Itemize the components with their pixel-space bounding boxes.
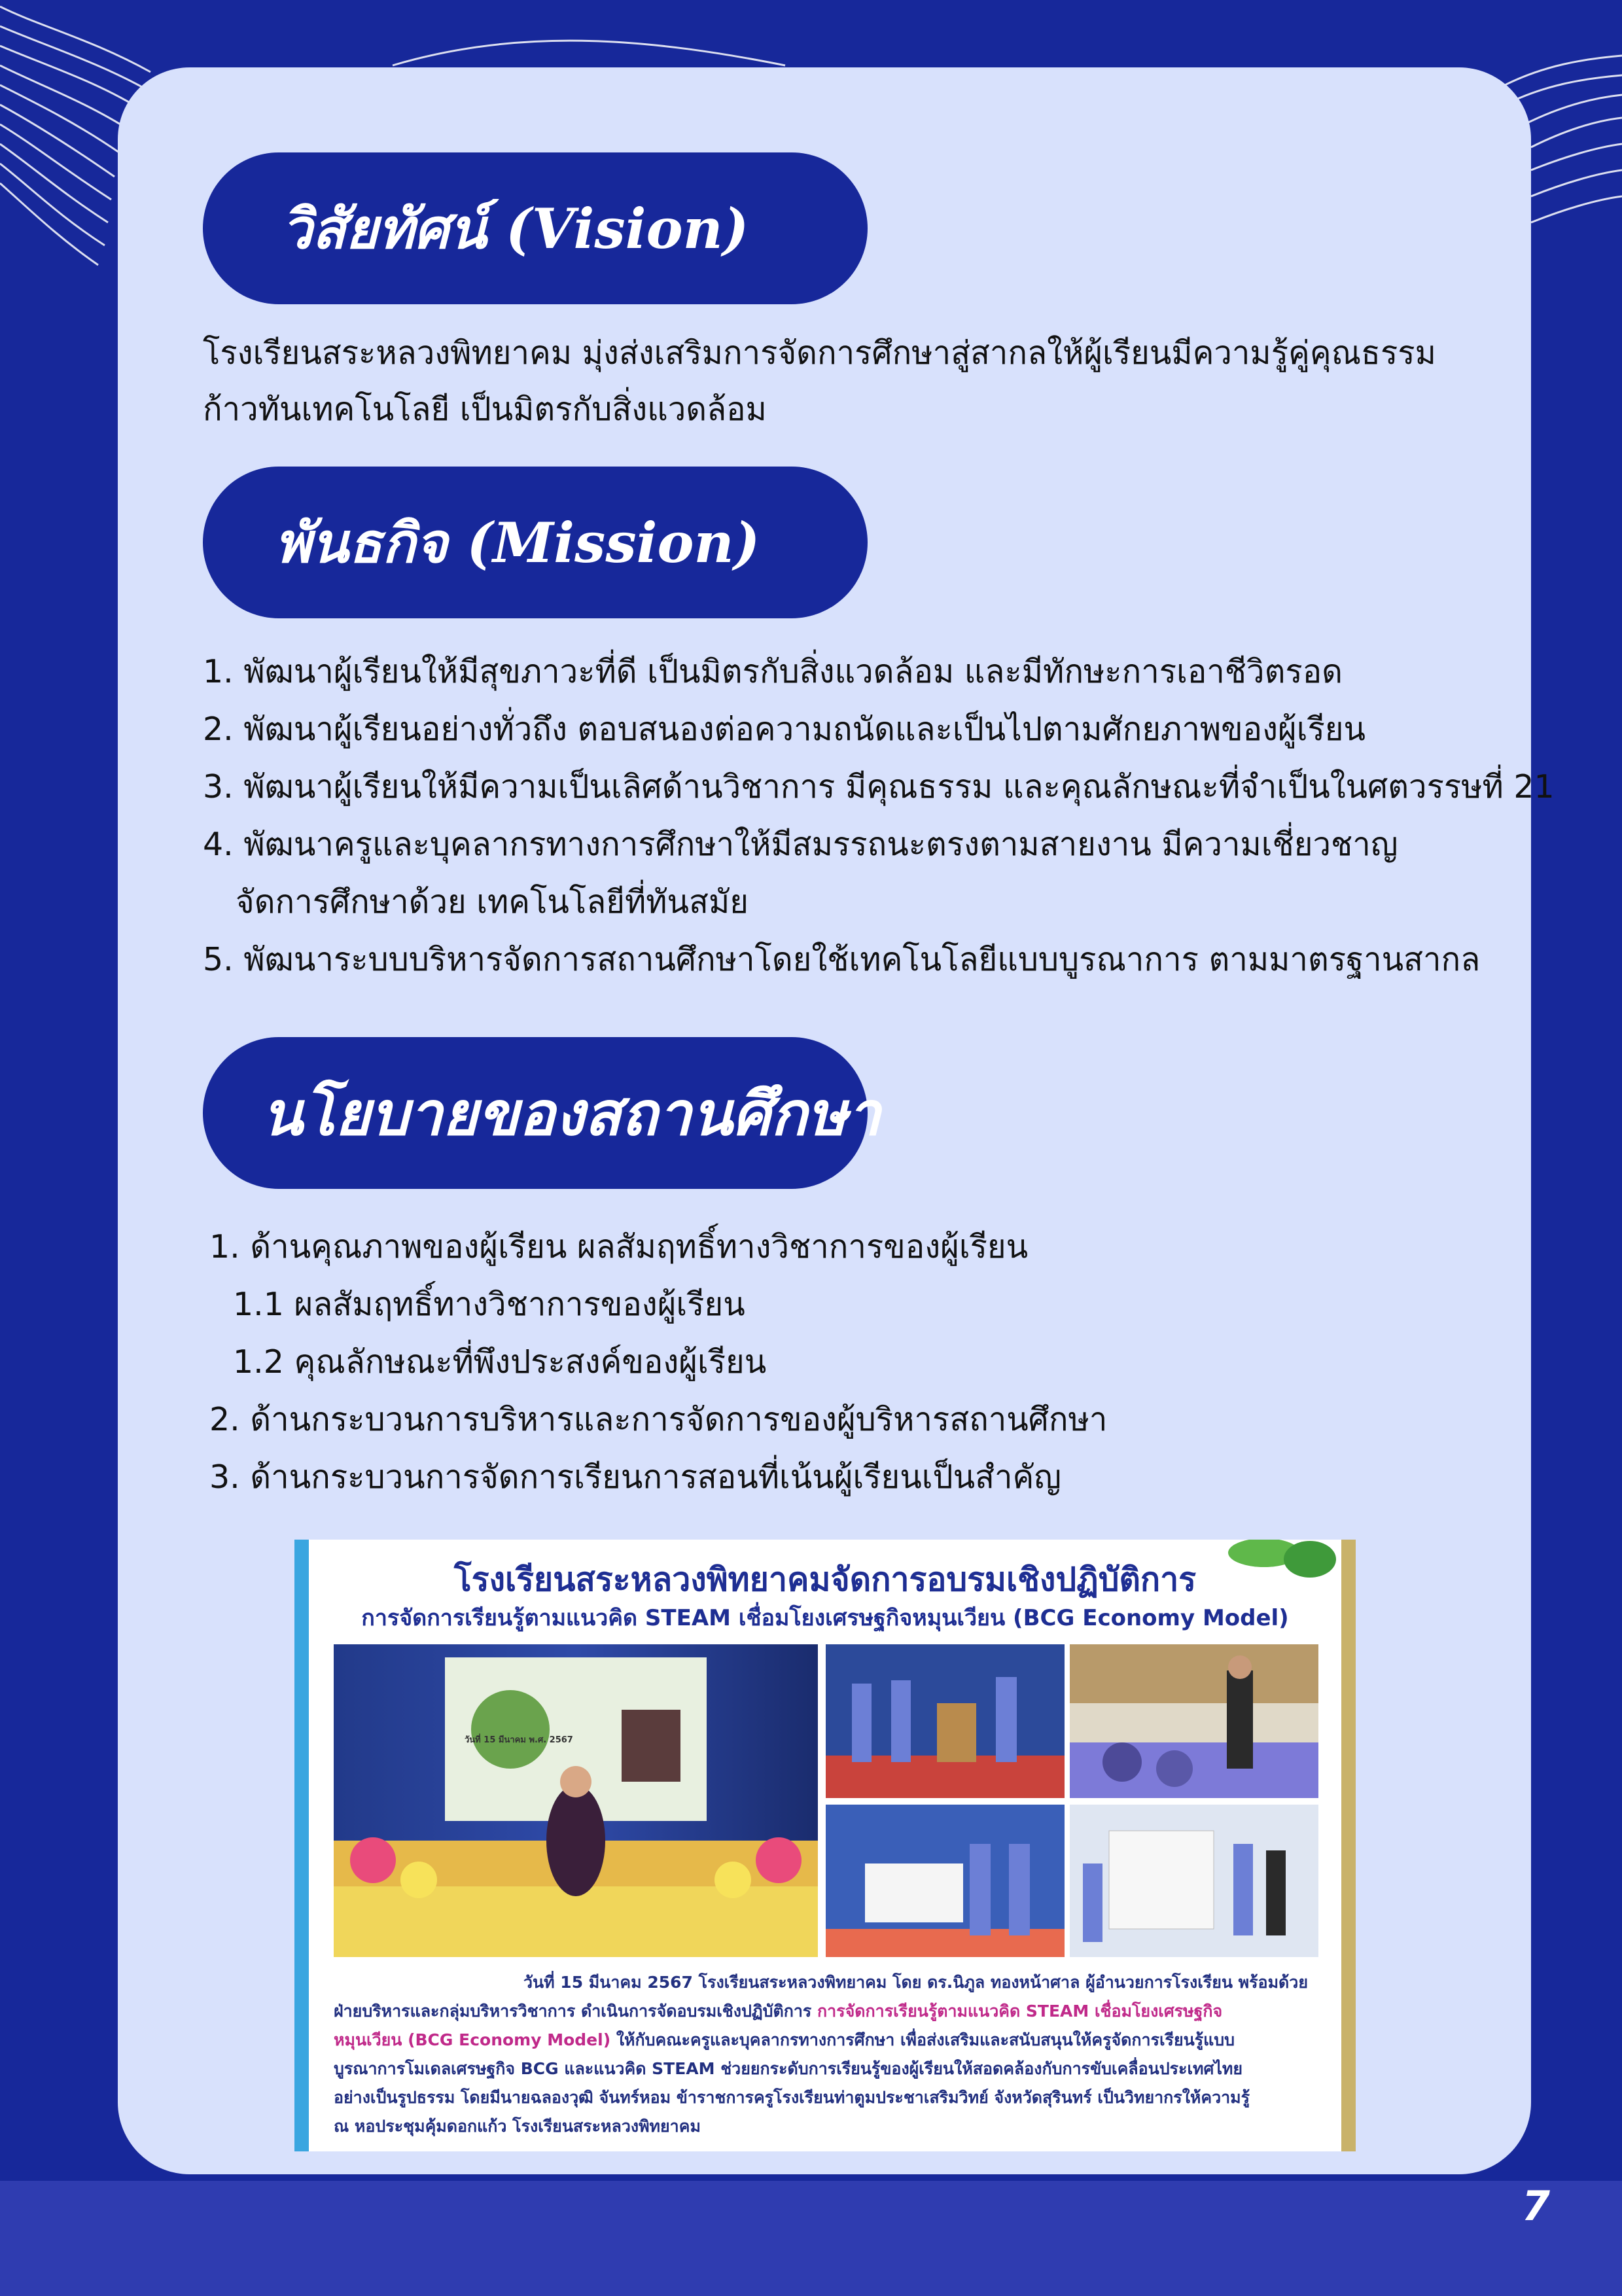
slide-date-text: วันที่ 15 มีนาคม พ.ศ. 2567 — [465, 1735, 573, 1745]
policy-item: 1.2 คุณลักษณะที่พึงประสงค์ของผู้เรียน — [233, 1343, 767, 1381]
policy-heading-pill — [203, 1037, 881, 1189]
mission-heading-pill — [203, 467, 868, 618]
caption-line: อย่างเป็นรูปธรรม โดยมีนายฉลองวุฒิ จันทร์หอม ข้าราชการครูโรงเรียนท่าตูมประชาเสริมวิทย์ จังหวัดสุรินทร์ เป็นวิทยากรให้ความรู้ — [334, 2088, 1250, 2107]
caption-highlight: หมุนเวียน (BCG Economy Model) — [334, 2030, 611, 2049]
policy-item: 1. ด้านคุณภาพของผู้เรียน ผลสัมฤทธิ์ทางวิชาการของผู้เรียน — [209, 1228, 1029, 1265]
photo-poster-presentation — [826, 1805, 1065, 1957]
news-caption — [334, 1968, 1315, 2141]
photo-group-standing — [826, 1644, 1065, 1798]
vision-line: โรงเรียนสระหลวงพิทยาคม มุ่งส่งเสริมการจัดการศึกษาสู่สากลให้ผู้เรียนมีความรู้คู่คุณธรรม — [203, 334, 1436, 372]
policy-item: 2. ด้านกระบวนการบริหารและการจัดการของผู้บริหารสถานศึกษา — [209, 1401, 1108, 1438]
caption-highlight: การจัดการเรียนรู้ตามแนวคิด STEAM เชื่อมโยงเศรษฐกิจ — [817, 2002, 1223, 2021]
photo-main-stage — [334, 1644, 818, 1957]
policy-heading: นโยบายของสถานศึกษา — [262, 1078, 881, 1149]
caption-text: ฝ่ายบริหารและกลุ่มบริหารวิชาการ ดำเนินการจัดอบรมเชิงปฏิบัติการ — [334, 2002, 818, 2021]
caption-line — [334, 1997, 1315, 2026]
mission-item: 3. พัฒนาผู้เรียนให้มีความเป็นเลิศด้านวิชาการ มีคุณธรรม และคุณลักษณะที่จำเป็นในศตวรรษที่ 21 — [203, 768, 1555, 805]
news-subtitle: การจัดการเรียนรู้ตามแนวคิด STEAM เชื่อมโยงเศรษฐกิจหมุนเวียน (BCG Economy Model) — [361, 1605, 1289, 1631]
mission-list — [203, 643, 1555, 989]
mission-item: 4. พัฒนาครูและบุคลากรทางการศึกษาให้มีสมรรถนะตรงตามสายงาน มีความเชี่ยวชาญ — [203, 826, 1398, 863]
caption-line: วันที่ 15 มีนาคม 2567 โรงเรียนสระหลวงพิทยาคม โดย ดร.นิภูล ทองหน้าศาล ผู้อำนวยการโรงเรียน พร้อมด้วย — [523, 1973, 1308, 1992]
caption-text: ให้กับคณะครูและบุคลากรทางการศึกษา เพื่อส่งเสริมและสนับสนุนให้ครูจัดการเรียนรู้แบบ — [610, 2030, 1235, 2049]
policy-item: 1.1 ผลสัมฤทธิ์ทางวิชาการของผู้เรียน — [233, 1286, 745, 1323]
photo-whiteboard-group — [1070, 1805, 1318, 1957]
vision-text — [203, 325, 1436, 438]
vision-heading-pill — [203, 152, 868, 304]
news-image — [294, 1540, 1356, 2151]
vision-line: ก้าวทันเทคโนโลยี เป็นมิตรกับสิ่งแวดล้อม — [203, 391, 767, 428]
mission-item: 1. พัฒนาผู้เรียนให้มีสุขภาวะที่ดี เป็นมิตรกับสิ่งแวดล้อม และมีทักษะการเอาชีวิตรอด — [203, 653, 1343, 690]
mission-item: จัดการศึกษาด้วย เทคโนโลยีที่ทันสมัย — [236, 883, 749, 921]
mission-item: 5. พัฒนาระบบบริหารจัดการสถานศึกษาโดยใช้เทคโนโลยีแบบบูรณาการ ตามมาตรฐานสากล — [203, 941, 1481, 978]
policy-list — [209, 1218, 1107, 1506]
news-title: โรงเรียนสระหลวงพิทยาคมจัดการอบรมเชิงปฏิบัติการ — [453, 1561, 1197, 1598]
caption-line: ณ หอประชุมคุ้มดอกแก้ว โรงเรียนสระหลวงพิทยาคม — [334, 2117, 701, 2136]
caption-line: บูรณาการโมเดลเศรษฐกิจ BCG และแนวคิด STEAM ช่วยยกระดับการเรียนรู้ของผู้เรียนให้สอดคล้องกับการขับเคลื่อนประเทศไทย — [334, 2059, 1243, 2078]
photo-speaker — [1070, 1644, 1318, 1798]
page-number: 7 — [1521, 2182, 1550, 2230]
mission-heading: พันธกิจ (Mission) — [275, 510, 760, 575]
policy-item: 3. ด้านกระบวนการจัดการเรียนการสอนที่เน้นผู้เรียนเป็นสำคัญ — [209, 1458, 1062, 1496]
mission-item: 2. พัฒนาผู้เรียนอย่างทั่วถึง ตอบสนองต่อความถนัดและเป็นไปตามศักยภาพของผู้เรียน — [203, 711, 1366, 748]
caption-line — [334, 2026, 1315, 2055]
vision-heading: วิสัยทัศน์ (Vision) — [281, 196, 749, 261]
footer-bar — [0, 2181, 1622, 2296]
